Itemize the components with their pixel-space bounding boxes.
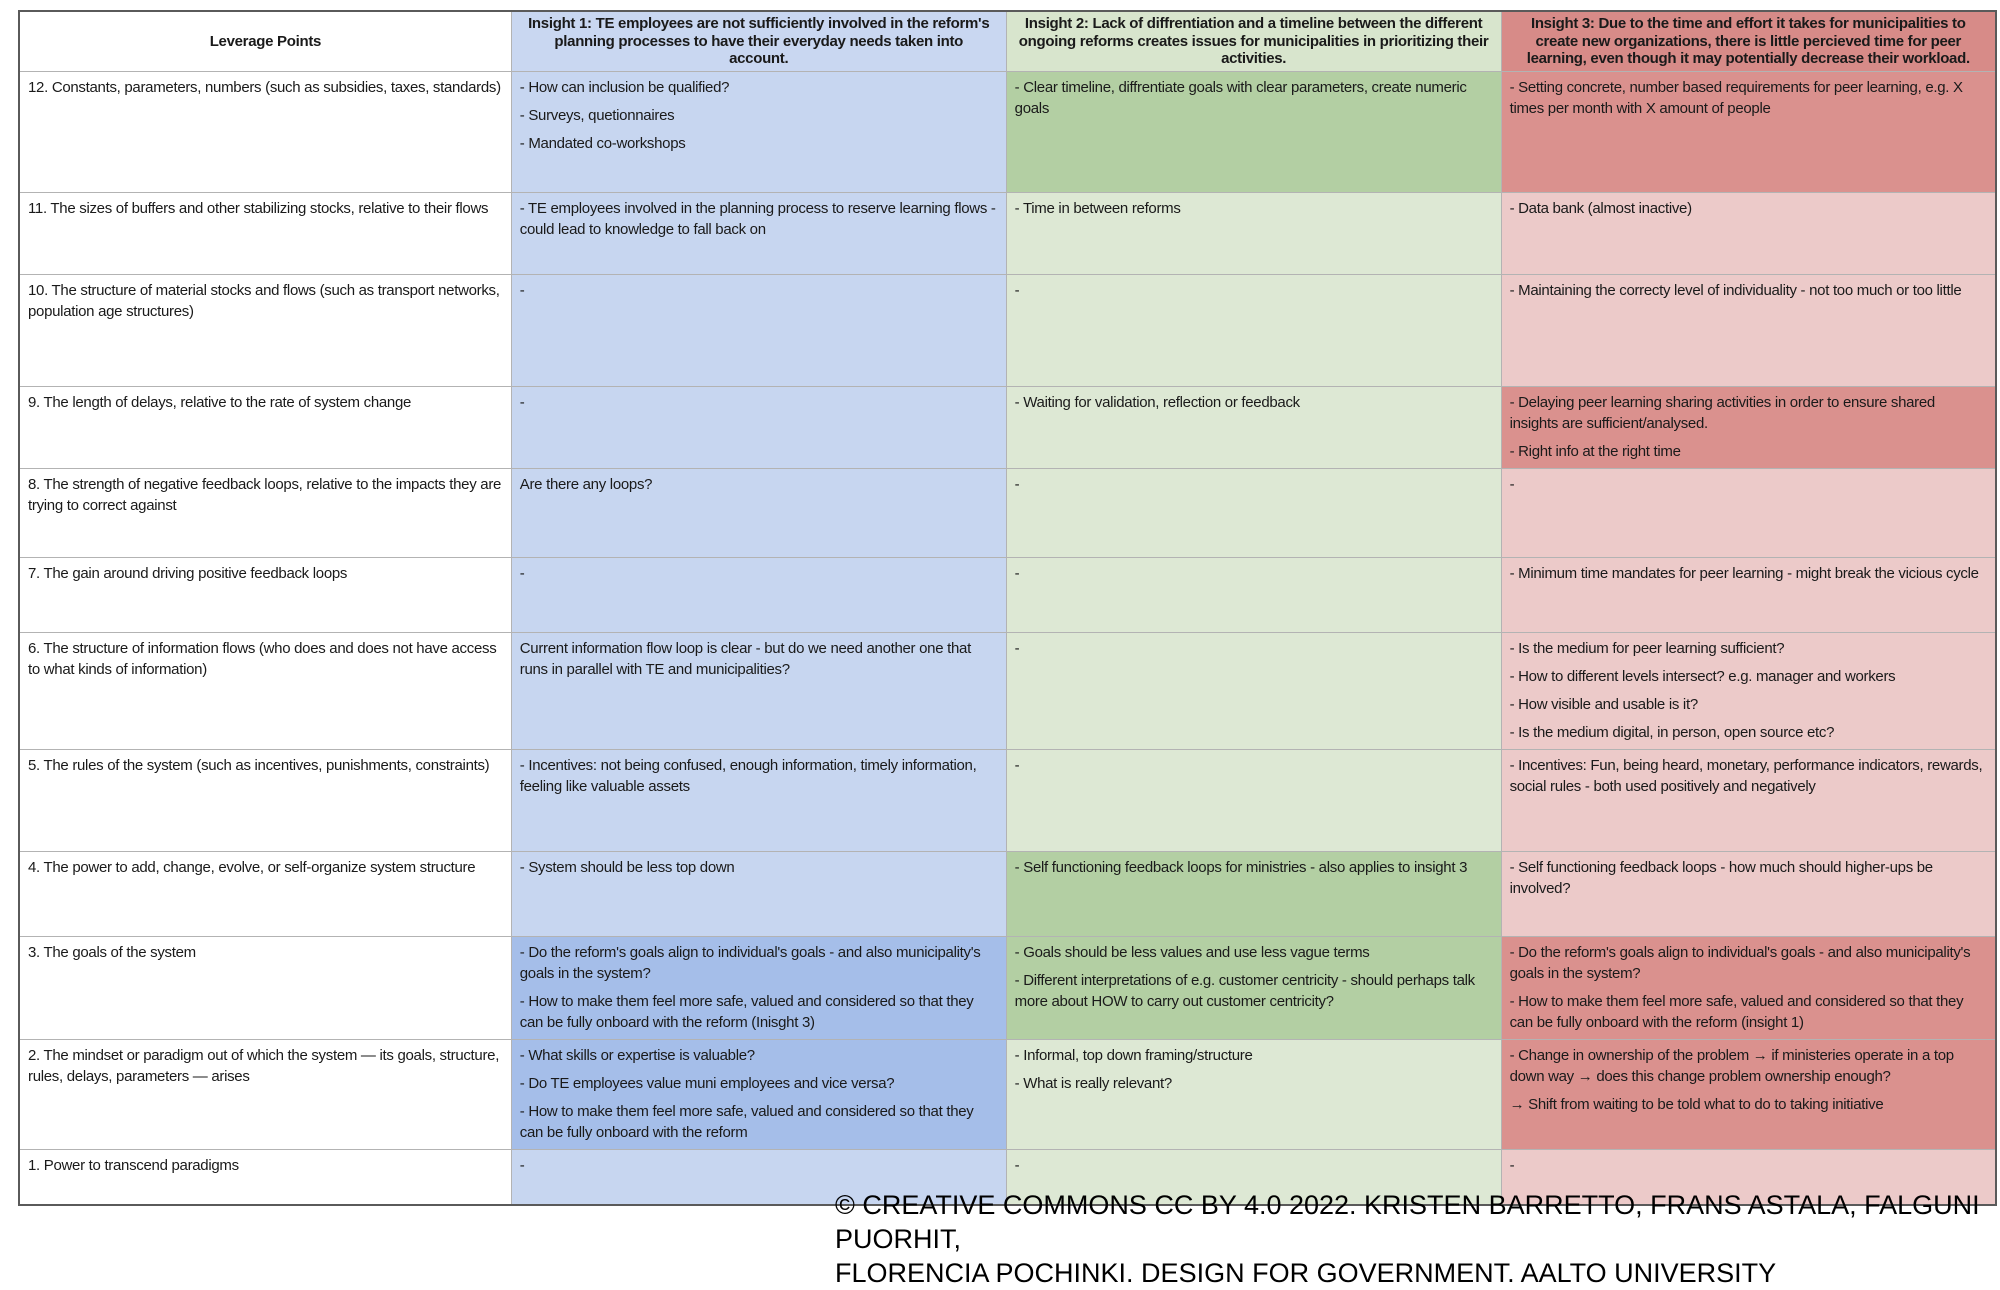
cell-text-line: - Surveys, quetionnaires [519,106,675,124]
cell-text-line: - [1509,1156,1515,1174]
table-row [19,851,1996,936]
insight-2-cell [1006,1039,1501,1149]
cell-text-line: - Time in between reforms [1014,199,1181,217]
leverage-point-label: 11. The sizes of buffers and other stabilizing stocks, relative to their flows [19,192,511,274]
leverage-point-label: 12. Constants, parameters, numbers (such as subsidies, taxes, standards) [19,71,511,192]
leverage-point-label: 3. The goals of the system [19,936,511,1039]
table-row [19,71,1996,192]
insight-3-cell [1501,192,1996,274]
cell-text-line: - How to different levels intersect? e.g. manager and workers [1509,667,1896,685]
insight-1-cell [511,749,1006,851]
cell-text-line: - Different interpretations of e.g. customer centricity - should perhaps talk more about HOW to carry out customer centricity? [1014,971,1475,1010]
cell-text-line: - Incentives: not being confused, enough information, timely information, feeling like valuable assets [519,756,977,795]
cell-text-line: - [1014,756,1020,774]
cell-text-line: → Shift from waiting to be told what to do to taking initiative [1509,1095,1884,1113]
insight-2-cell [1006,749,1501,851]
insight-3-cell [1501,632,1996,749]
insight-2-cell [1006,192,1501,274]
cell-text-line: - Mandated co-workshops [519,134,686,152]
column-header-insight-2: Insight 2: Lack of diffrentiation and a timeline between the different ongoing reforms creates issues for municipalities in prioritizing their activities. [1006,11,1501,71]
cell-text-line: - Delaying peer learning sharing activities in order to ensure shared insights are sufficient/analysed. [1509,393,1935,432]
leverage-point-label: 7. The gain around driving positive feedback loops [19,557,511,632]
leverage-table-body [19,71,1996,1205]
cell-text-line: - [1014,475,1020,493]
insight-2-cell [1006,851,1501,936]
cell-text-line: - Incentives: Fun, being heard, monetary, performance indicators, rewards, social rules - both used positively and negatively [1509,756,1983,795]
cell-text-line: - Is the medium for peer learning sufficient? [1509,639,1785,657]
cell-text-line: Current information flow loop is clear - but do we need another one that runs in parallel with TE and municipalities? [519,639,971,678]
leverage-point-label: 4. The power to add, change, evolve, or self-organize system structure [19,851,511,936]
table-row [19,749,1996,851]
table-row [19,557,1996,632]
leverage-point-label: 8. The strength of negative feedback loops, relative to the impacts they are trying to correct against [19,468,511,557]
insight-3-cell [1501,1039,1996,1149]
insight-3-cell [1501,468,1996,557]
cell-text-line: - Self functioning feedback loops - how much should higher-ups be involved? [1509,858,1933,897]
cell-text-line: - [1014,564,1020,582]
cell-text-line: Are there any loops? [519,475,653,493]
cell-text-line: - [1014,639,1020,657]
insight-1-cell [511,192,1006,274]
cell-text-line: - [1014,281,1020,299]
cell-text-line: - How to make them feel more safe, valued and considered so that they can be fully onboard with the reform [519,1102,974,1141]
insight-3-cell [1501,386,1996,468]
cell-text-line: - How visible and usable is it? [1509,695,1698,713]
insight-1-cell [511,632,1006,749]
cell-text-line: - Do the reform's goals align to individual's goals - and also municipality's goals in the system? [1509,943,1971,982]
cell-text-line: - [519,281,525,299]
cell-text-line: - Maintaining the correcty level of individuality - not too much or too little [1509,281,1962,299]
table-row [19,632,1996,749]
cell-text-line: - How to make them feel more safe, valued and considered so that they can be fully onboard with the reform (insight 1) [1509,992,1964,1031]
insight-1-cell [511,851,1006,936]
cell-text-line: - What skills or expertise is valuable? [519,1046,755,1064]
table-row [19,468,1996,557]
cell-text-line: - Waiting for validation, reflection or feedback [1014,393,1300,411]
insight-2-cell [1006,632,1501,749]
column-header-leverage-points: Leverage Points [19,11,511,71]
leverage-point-label: 10. The structure of material stocks and flows (such as transport networks, population age structures) [19,274,511,386]
table-row [19,386,1996,468]
cell-text-line: - Setting concrete, number based requirements for peer learning, e.g. X times per month with X amount of people [1509,78,1963,117]
cell-text-line: - Do the reform's goals align to individual's goals - and also municipality's goals in the system? [519,943,981,982]
cell-text-line: - Self functioning feedback loops for ministries - also applies to insight 3 [1014,858,1468,876]
leverage-point-label: 9. The length of delays, relative to the rate of system change [19,386,511,468]
cell-text-line: - Change in ownership of the problem → if ministeries operate in a top down way → does this change problem ownership enough? [1509,1046,1954,1085]
leverage-point-label: 6. The structure of information flows (who does and does not have access to what kinds of information) [19,632,511,749]
cell-text-line: - Clear timeline, diffrentiate goals with clear parameters, create numeric goals [1014,78,1467,117]
insight-3-cell [1501,71,1996,192]
cell-text-line: - [519,1156,525,1174]
cell-text-line: - [1014,1156,1020,1174]
cell-text-line: - Minimum time mandates for peer learning - might break the vicious cycle [1509,564,1979,582]
leverage-point-label: 2. The mindset or paradigm out of which the system — its goals, structure, rules, delays, parameters — arises [19,1039,511,1149]
insight-2-cell [1006,468,1501,557]
insight-2-cell [1006,557,1501,632]
cell-text-line: - [519,564,525,582]
insight-3-cell [1501,557,1996,632]
cell-text-line: - Is the medium digital, in person, open source etc? [1509,723,1835,741]
cell-text-line: - Do TE employees value muni employees and vice versa? [519,1074,895,1092]
leverage-points-table [18,10,1997,1206]
insight-2-cell [1006,936,1501,1039]
attribution-text [835,1188,1985,1290]
table-row [19,274,1996,386]
insight-3-cell [1501,851,1996,936]
leverage-point-label: 5. The rules of the system (such as incentives, punishments, constraints) [19,749,511,851]
cell-text-line: - [1509,475,1515,493]
insight-1-cell [511,1039,1006,1149]
cell-text-line: - TE employees involved in the planning process to reserve learning flows - could lead to knowledge to fall back on [519,199,996,238]
insight-3-cell [1501,936,1996,1039]
table-row [19,1039,1996,1149]
cell-text-line: - System should be less top down [519,858,735,876]
cell-text-line: - How to make them feel more safe, valued and considered so that they can be fully onboard with the reform (Inisght 3) [519,992,974,1031]
cell-text-line: - Goals should be less values and use less vague terms [1014,943,1370,961]
insight-1-cell [511,468,1006,557]
cell-text-line: - Informal, top down framing/structure [1014,1046,1253,1064]
insight-2-cell [1006,386,1501,468]
column-header-insight-3: Insight 3: Due to the time and effort it takes for municipalities to create new organizations, there is little percieved time for peer learning, even though it may potentially decrease their workload. [1501,11,1996,71]
cell-text-line: - [519,393,525,411]
table-row [19,936,1996,1039]
column-header-insight-1: Insight 1: TE employees are not sufficiently involved in the reform's planning processes to have their everyday needs taken into account. [511,11,1006,71]
cell-text-line: - Data bank (almost inactive) [1509,199,1692,217]
insight-1-cell [511,386,1006,468]
insight-1-cell [511,274,1006,386]
insight-3-cell [1501,274,1996,386]
insight-2-cell [1006,71,1501,192]
cell-text-line: - What is really relevant? [1014,1074,1172,1092]
attribution-line-1: © CREATIVE COMMONS CC BY 4.0 2022. KRISTEN BARRETTO, FRANS ASTALA, FALGUNI PUORHIT, [835,1190,1980,1254]
header-row [19,11,1996,71]
cell-text-line: - How can inclusion be qualified? [519,78,730,96]
cell-text-line: - Right info at the right time [1509,442,1681,460]
insight-1-cell [511,936,1006,1039]
attribution-line-2: FLORENCIA POCHINKI. DESIGN FOR GOVERNMENT. AALTO UNIVERSITY [835,1258,1777,1288]
insight-3-cell [1501,749,1996,851]
insight-1-cell [511,71,1006,192]
table-row [19,192,1996,274]
insight-2-cell [1006,274,1501,386]
leverage-point-label: 1. Power to transcend paradigms [19,1149,511,1205]
insight-1-cell [511,557,1006,632]
